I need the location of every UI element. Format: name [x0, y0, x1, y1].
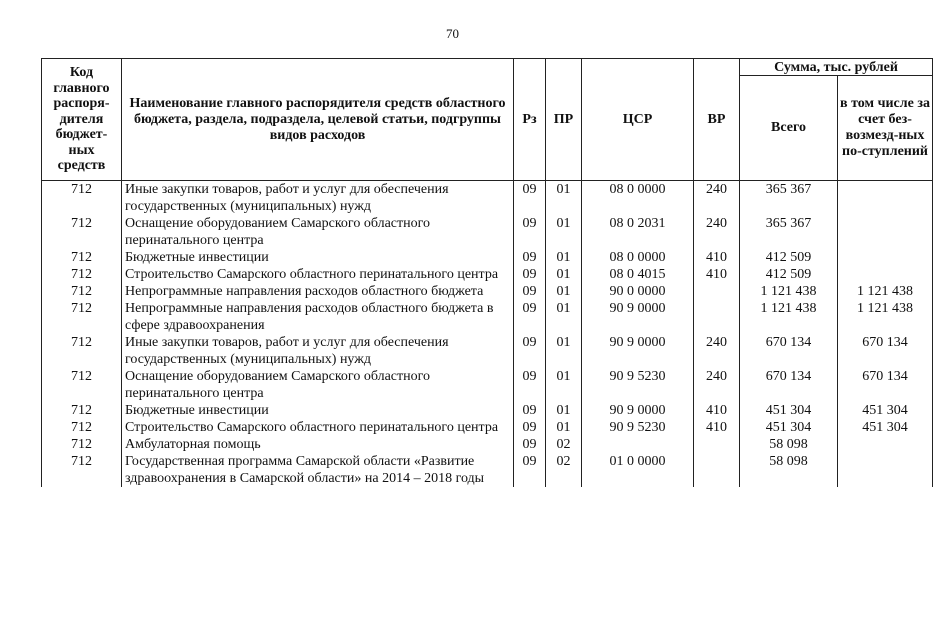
cell-vr: 240 — [694, 181, 740, 216]
cell-free — [838, 215, 933, 249]
cell-rz: 09 — [514, 453, 546, 487]
cell-name: Иные закупки товаров, работ и услуг для обеспечения государственных (муниципальных) нужд — [122, 334, 514, 368]
cell-csr: 90 0 0000 — [582, 283, 694, 300]
header-rz: Рз — [514, 59, 546, 181]
cell-total: 412 509 — [740, 266, 838, 283]
cell-pr: 01 — [546, 181, 582, 216]
cell-code: 712 — [42, 334, 122, 368]
cell-pr: 01 — [546, 402, 582, 419]
cell-vr: 410 — [694, 402, 740, 419]
cell-code: 712 — [42, 215, 122, 249]
header-vr: ВР — [694, 59, 740, 181]
cell-free: 1 121 438 — [838, 300, 933, 334]
header-sum: Сумма, тыс. рублей — [740, 59, 933, 76]
cell-pr: 01 — [546, 300, 582, 334]
cell-csr — [582, 436, 694, 453]
cell-name: Государственная программа Самарской области «Развитие здравоохранения в Самарской области» на 2014 – 2018 годы — [122, 453, 514, 487]
cell-code: 712 — [42, 453, 122, 487]
cell-total: 670 134 — [740, 334, 838, 368]
cell-rz: 09 — [514, 419, 546, 436]
cell-total: 451 304 — [740, 419, 838, 436]
cell-total: 1 121 438 — [740, 300, 838, 334]
cell-pr: 01 — [546, 266, 582, 283]
table-row — [42, 402, 933, 419]
cell-total: 1 121 438 — [740, 283, 838, 300]
cell-rz: 09 — [514, 266, 546, 283]
cell-free: 451 304 — [838, 419, 933, 436]
cell-code: 712 — [42, 368, 122, 402]
cell-name: Иные закупки товаров, работ и услуг для обеспечения государственных (муниципальных) нужд — [122, 181, 514, 216]
cell-vr: 240 — [694, 215, 740, 249]
cell-csr: 90 9 0000 — [582, 402, 694, 419]
table-row — [42, 283, 933, 300]
cell-csr: 08 0 2031 — [582, 215, 694, 249]
header-name: Наименование главного распорядителя средств областного бюджета, раздела, подраздела, целевой статьи, подгруппы видов расходов — [122, 59, 514, 181]
cell-free: 451 304 — [838, 402, 933, 419]
cell-rz: 09 — [514, 368, 546, 402]
cell-pr: 02 — [546, 436, 582, 453]
cell-name: Строительство Самарского областного перинатального центра — [122, 419, 514, 436]
cell-free: 670 134 — [838, 368, 933, 402]
cell-vr: 410 — [694, 249, 740, 266]
cell-code: 712 — [42, 419, 122, 436]
table-row — [42, 266, 933, 283]
cell-total: 412 509 — [740, 249, 838, 266]
cell-total: 365 367 — [740, 181, 838, 216]
cell-vr — [694, 300, 740, 334]
header-code: Код главного распоря-дителя бюджет-ных средств — [42, 59, 122, 181]
cell-pr: 01 — [546, 215, 582, 249]
cell-csr: 90 9 0000 — [582, 334, 694, 368]
cell-free — [838, 249, 933, 266]
cell-free — [838, 181, 933, 216]
cell-code: 712 — [42, 300, 122, 334]
cell-total: 670 134 — [740, 368, 838, 402]
cell-total: 365 367 — [740, 215, 838, 249]
cell-pr: 01 — [546, 249, 582, 266]
cell-free — [838, 453, 933, 487]
header-free: в том числе за счет без-возмезд-ных по-ступлений — [838, 76, 933, 181]
cell-pr: 01 — [546, 334, 582, 368]
cell-name: Оснащение оборудованием Самарского областного перинатального центра — [122, 368, 514, 402]
header-csr: ЦСР — [582, 59, 694, 181]
cell-csr: 90 9 5230 — [582, 419, 694, 436]
table-row — [42, 368, 933, 402]
cell-vr: 240 — [694, 334, 740, 368]
cell-name: Непрограммные направления расходов областного бюджета в сфере здравоохранения — [122, 300, 514, 334]
cell-free: 1 121 438 — [838, 283, 933, 300]
cell-csr: 08 0 0000 — [582, 181, 694, 216]
cell-free: 670 134 — [838, 334, 933, 368]
cell-csr: 01 0 0000 — [582, 453, 694, 487]
cell-vr — [694, 283, 740, 300]
cell-code: 712 — [42, 436, 122, 453]
cell-free — [838, 266, 933, 283]
table-row — [42, 300, 933, 334]
cell-pr: 01 — [546, 283, 582, 300]
cell-free — [838, 436, 933, 453]
table-row — [42, 181, 933, 216]
cell-name: Амбулаторная помощь — [122, 436, 514, 453]
cell-csr: 08 0 0000 — [582, 249, 694, 266]
cell-total: 451 304 — [740, 402, 838, 419]
cell-rz: 09 — [514, 283, 546, 300]
cell-vr: 240 — [694, 368, 740, 402]
cell-rz: 09 — [514, 215, 546, 249]
cell-code: 712 — [42, 249, 122, 266]
cell-csr: 90 9 0000 — [582, 300, 694, 334]
cell-rz: 09 — [514, 181, 546, 216]
cell-rz: 09 — [514, 300, 546, 334]
cell-pr: 01 — [546, 368, 582, 402]
table-row — [42, 249, 933, 266]
cell-vr — [694, 453, 740, 487]
cell-pr: 01 — [546, 419, 582, 436]
cell-total: 58 098 — [740, 436, 838, 453]
cell-name: Оснащение оборудованием Самарского областного перинатального центра — [122, 215, 514, 249]
table-row — [42, 453, 933, 487]
table-row — [42, 215, 933, 249]
budget-table — [41, 58, 933, 487]
table-body — [42, 181, 933, 488]
cell-pr: 02 — [546, 453, 582, 487]
cell-csr: 08 0 4015 — [582, 266, 694, 283]
cell-rz: 09 — [514, 249, 546, 266]
table-row — [42, 436, 933, 453]
page-number: 70 — [446, 26, 459, 41]
table-row — [42, 419, 933, 436]
header-total: Всего — [740, 76, 838, 181]
cell-name: Бюджетные инвестиции — [122, 249, 514, 266]
cell-vr — [694, 436, 740, 453]
cell-vr: 410 — [694, 266, 740, 283]
cell-rz: 09 — [514, 334, 546, 368]
header-pr: ПР — [546, 59, 582, 181]
table-header — [42, 59, 933, 181]
cell-rz: 09 — [514, 436, 546, 453]
cell-total: 58 098 — [740, 453, 838, 487]
cell-vr: 410 — [694, 419, 740, 436]
cell-code: 712 — [42, 181, 122, 216]
cell-code: 712 — [42, 266, 122, 283]
cell-name: Бюджетные инвестиции — [122, 402, 514, 419]
cell-csr: 90 9 5230 — [582, 368, 694, 402]
cell-name: Непрограммные направления расходов областного бюджета — [122, 283, 514, 300]
table-row — [42, 334, 933, 368]
cell-rz: 09 — [514, 402, 546, 419]
cell-name: Строительство Самарского областного перинатального центра — [122, 266, 514, 283]
cell-code: 712 — [42, 402, 122, 419]
cell-code: 712 — [42, 283, 122, 300]
